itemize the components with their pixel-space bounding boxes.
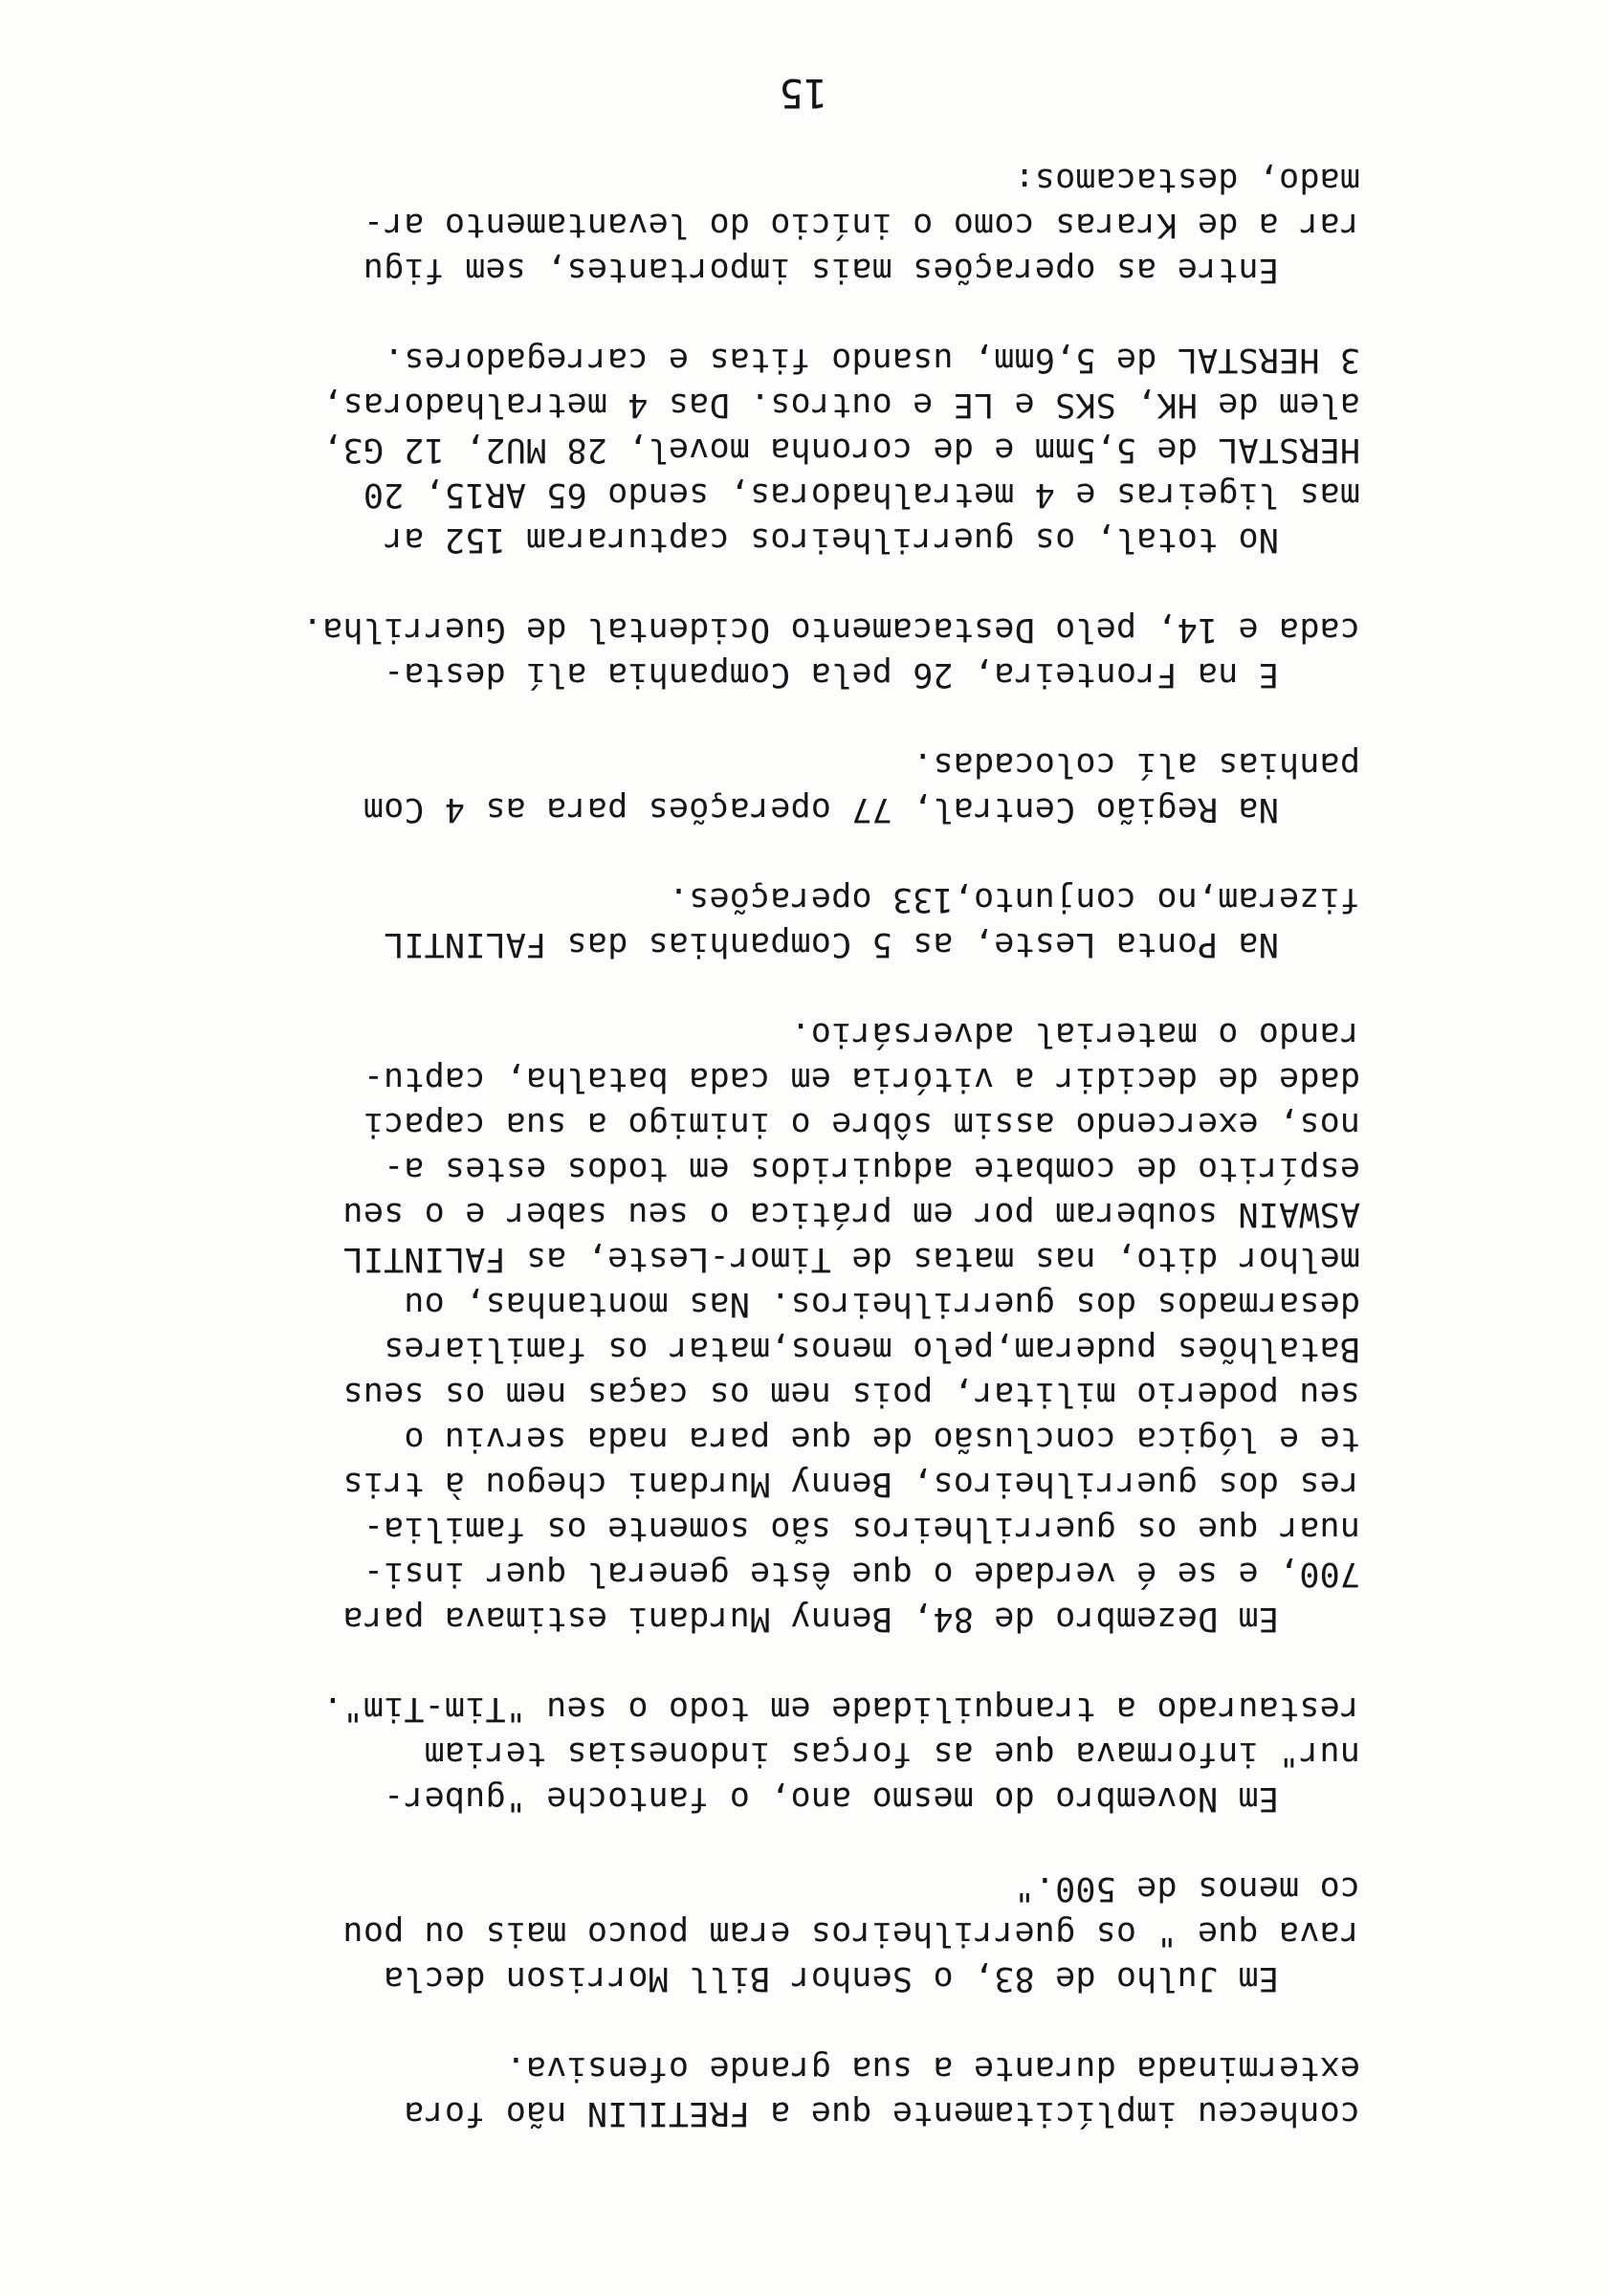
text-line: nur" informava que as forças indonesias teriam <box>424 1734 1360 1773</box>
paragraph <box>126 741 1360 831</box>
text-line: Em Novembro do mesmo ano, o fantoche "guber- <box>383 1779 1360 1818</box>
text-line: Entre as operações mais importantes, sem figu <box>363 251 1360 289</box>
text-line: res dos guerrilheiros, Benny Murdani chegou à tris <box>342 1465 1360 1503</box>
text-line: 700, e se é verdade o que êste general quer insi- <box>363 1555 1360 1593</box>
text-line: co menos de 500." <box>1014 1869 1360 1908</box>
text-line: No total, os guerrilheiros capturaram 152 ar <box>383 520 1360 559</box>
text-line: te e lógica conclusão de que para nada serviu o <box>404 1420 1360 1458</box>
text-line: alem de HK, SKS e LE e outros. Das 4 metralhadoras, <box>322 386 1360 424</box>
text-line: HERSTAL de 5,5mm e de coronha movel, 28 MU2, 12 G3, <box>322 430 1360 469</box>
text-line: nuar que os guerrilheiros são somente os familia- <box>363 1510 1360 1548</box>
body-text <box>126 112 1360 2135</box>
text-line: rando o material adversário. <box>790 1015 1360 1053</box>
paragraph <box>126 337 1360 562</box>
paragraph <box>126 2045 1360 2135</box>
text-line: panhias alí colocadas. <box>913 745 1360 784</box>
text-line: cada e 14, pelo Destacamento Ocidental de Guerrilha. <box>301 610 1360 649</box>
page-number: 15 <box>779 70 828 117</box>
text-line: espírito de combate adquiridos em todos estes a- <box>383 1150 1360 1188</box>
text-line: Batalhões puderam,pelo menos,matar os familiares <box>383 1330 1360 1368</box>
text-line: restaurado a tranquilidade em todo o seu "Tim-Tim". <box>322 1689 1360 1728</box>
text-line: ASWAIN souberam por em prática o seu saber e o seu <box>342 1195 1360 1233</box>
text-line: melhor dito, nas matas de Timor-Leste, as FALINTIL <box>342 1240 1360 1278</box>
text-line: seu poderio militar, pois nem os caças nem os seus <box>342 1375 1360 1413</box>
text-line: rar a de Kraras como o início do levantamento ar- <box>363 206 1360 244</box>
paragraph <box>126 1686 1360 1821</box>
text-line: Em Dezembro de 84, Benny Murdani estimava para <box>342 1600 1360 1638</box>
text-line: desarmados dos guerrilheiros. Nas montanhas, ou <box>404 1285 1360 1323</box>
paragraph <box>126 1011 1360 1641</box>
text-line: exterminada durante a sua grande ofensiva. <box>505 2049 1360 2087</box>
text-line: E na Fronteira, 26 pela Companhia alí desta- <box>383 655 1360 694</box>
text-line: fizeram,no conjunto,133 operações. <box>668 880 1360 918</box>
text-line: nos, exercendo assim sôbre o inimigo a sua capaci <box>363 1105 1360 1143</box>
text-line: dade de decidir a vitória em cada batalha, captu- <box>363 1060 1360 1098</box>
text-line: Em Julho de 83, o Senhor Bill Morrison decla <box>383 1959 1360 1998</box>
text-line: conheceu implícitamente que a FRETILIN não fora <box>404 2094 1360 2132</box>
text-line: Na Região Central, 77 operações para as 4 Com <box>363 790 1360 828</box>
text-line: rava que " os guerrilheiros eram pouco mais ou pou <box>342 1914 1360 1953</box>
text-line: Na Ponta Leste, as 5 Companhias das FALINTIL <box>383 925 1360 963</box>
text-line: mado, destacamos: <box>1014 161 1360 199</box>
text-line: 3 HERSTAL de 5,6mm, usando fitas e carregadores. <box>383 341 1360 379</box>
paragraph <box>126 157 1360 292</box>
text-line: mas ligeiras e 4 metralhadoras, sendo 65 AR15, 20 <box>363 475 1360 514</box>
paragraph <box>126 876 1360 966</box>
paragraph <box>126 607 1360 696</box>
paragraph <box>126 1866 1360 2000</box>
